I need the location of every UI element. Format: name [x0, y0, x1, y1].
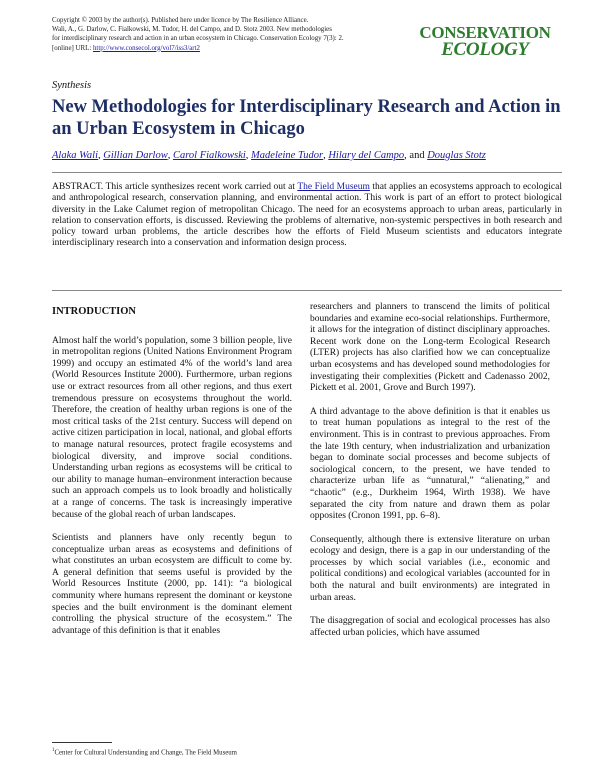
- abstract-text-1: ABSTRACT. This article synthesizes recent work carried out at: [52, 182, 298, 192]
- author-link[interactable]: Douglas Stotz: [427, 150, 486, 161]
- divider-top: [52, 172, 562, 173]
- abstract: [52, 182, 562, 250]
- author-link[interactable]: Carol Fialkowski: [172, 150, 246, 161]
- url-label: [online] URL:: [52, 44, 93, 52]
- footnote-divider: [52, 742, 112, 743]
- section-label: Synthesis: [52, 80, 92, 91]
- citation-line-1: Wali, A., G. Darlow, C. Fialkowski, M. Tudor, H. del Campo, and D. Stotz 2003. New methodologies: [52, 26, 332, 34]
- left-column: [52, 302, 292, 649]
- divider-bottom: [52, 290, 562, 291]
- citation-header: [52, 16, 397, 53]
- footnote-marker: 1: [52, 748, 55, 753]
- article-url-link[interactable]: http://www.consecol.org/vol7/iss3/art2: [92, 44, 200, 52]
- paragraph: Almost half the world’s population, some 3 billion people, live in metropolitan regions (United Nations Environment Program 1999) and occupy an estimated 4% of the world’s land area (World Resources Institute 2000). Furthermore, urban regions use or extract resources from all other regions, and thus exert tremendous pressure on ecosystems throughout the world. Therefore, the creation of healthy urban regions is one of the most critical tasks of the 21st century. Success will depend on active citizen participation in local, national, and global efforts to manage natural resources, protect fragile ecosystems and biological diversity, and improve social conditions. Understanding urban regions as ecosystems will be critical to our ability to manage human–environment interaction because such an approach compels us to look broadly and holistically at a range of concerns. The task is increasingly imperative because of the global reach of urban landscapes.: [52, 335, 292, 520]
- author-link[interactable]: Alaka Wali: [52, 150, 98, 161]
- footnote: [52, 748, 237, 756]
- paragraph: Scientists and planners have only recently begun to conceptualize urban areas as ecosystems and definitions of what constitutes an urban ecosystem are difficult to come by. A general definition that seems useful is provided by the World Resources Institute (2000, pp. 141): “a biological community where humans represent the dominant or keystone species and the built environment is the dominant element controlling the physical structure of the ecosystem.” The advantage of this definition is that it enables: [52, 533, 292, 636]
- journal-logo[interactable]: [410, 24, 560, 58]
- citation-line-2: for interdisciplinary research and action in an urban ecosystem in Chicago. Conservation Ecology 7(3): 2.: [52, 35, 344, 43]
- paragraph: Consequently, although there is extensive literature on urban ecology and design, there is a gap in our understanding of the processes by which social variables (i.e., economic and political conditions) and ecological variables (accounted for in both the natural and built environments) are integrated in urban areas.: [310, 534, 550, 603]
- author-list: Alaka Wali, Gillian Darlow, Carol Fialkowski, Madeleine Tudor, Hilary del Campo, and Douglas Stotz: [52, 150, 486, 161]
- logo-line-1: CONSERVATION: [419, 23, 551, 42]
- field-museum-link[interactable]: The Field Museum: [297, 182, 370, 192]
- author-link[interactable]: Madeleine Tudor: [251, 150, 324, 161]
- article-title: New Methodologies for Interdisciplinary Research and Action in an Urban Ecosystem in Chicago: [52, 97, 561, 139]
- paragraph: The disaggregation of social and ecological processes has also affected urban policies, which have assumed: [310, 616, 550, 638]
- logo-line-2: ECOLOGY: [441, 39, 529, 60]
- copyright-line: Copyright © 2003 by the author(s). Published here under licence by The Resilience Alliance.: [52, 17, 309, 24]
- author-link[interactable]: Hilary del Campo: [328, 150, 405, 161]
- paragraph: A third advantage to the above definition is that it enables us to treat human populations as integral to the rest of the environment. This is in contrast to previous approaches. From the late 19th century, when industrialization and urbanization began to dominate social processes and become subjects of sociological concern, to the present, we have tended to characterize urban life as “unnatural,” “alienating,” and “chaotic” (e.g., Durkheim 1964, Wirth 1938). We have separated the city from nature and drawn them as polar opposites (Cronon 1991, pp. 6–8).: [310, 406, 550, 522]
- and-conjunction: and: [409, 150, 425, 161]
- section-heading: INTRODUCTION: [52, 306, 137, 317]
- author-link[interactable]: Gillian Darlow: [103, 150, 168, 161]
- paragraph: researchers and planners to transcend the limits of political boundaries and examine eco-social relationships. Furthermore, it allows for the integration of distinct disciplinary approaches. Recent work done on the Long-term Ecological Research (LTER) projects has also clarified how we can conceptualize urban ecosystems and has developed sound methodologies for investigating their complexities (Pickett and Cadenasso 2002, Pickett et al. 2001, Grove and Burch 1997).: [310, 302, 550, 394]
- abstract-text-2: that applies an ecosystems approach to ecological and anthropological research, conservation planning, and environmental action. This work is part of an effort to protect biological diversity in the Lake Calumet region of metropolitan Chicago. The need for an ecosystems approach to urban areas, particularly in relation to conservation efforts, is discussed. Reviewing the problems of alternative, non-systemic perspectives in both research and policy toward urban problems, the article describes how the efforts of Field Museum scientists and educators integrate interdisciplinary research into a conservation and information design process.: [52, 182, 562, 249]
- footnote-text: Center for Cultural Understanding and Change, The Field Museum: [54, 749, 237, 757]
- right-column: [310, 302, 550, 651]
